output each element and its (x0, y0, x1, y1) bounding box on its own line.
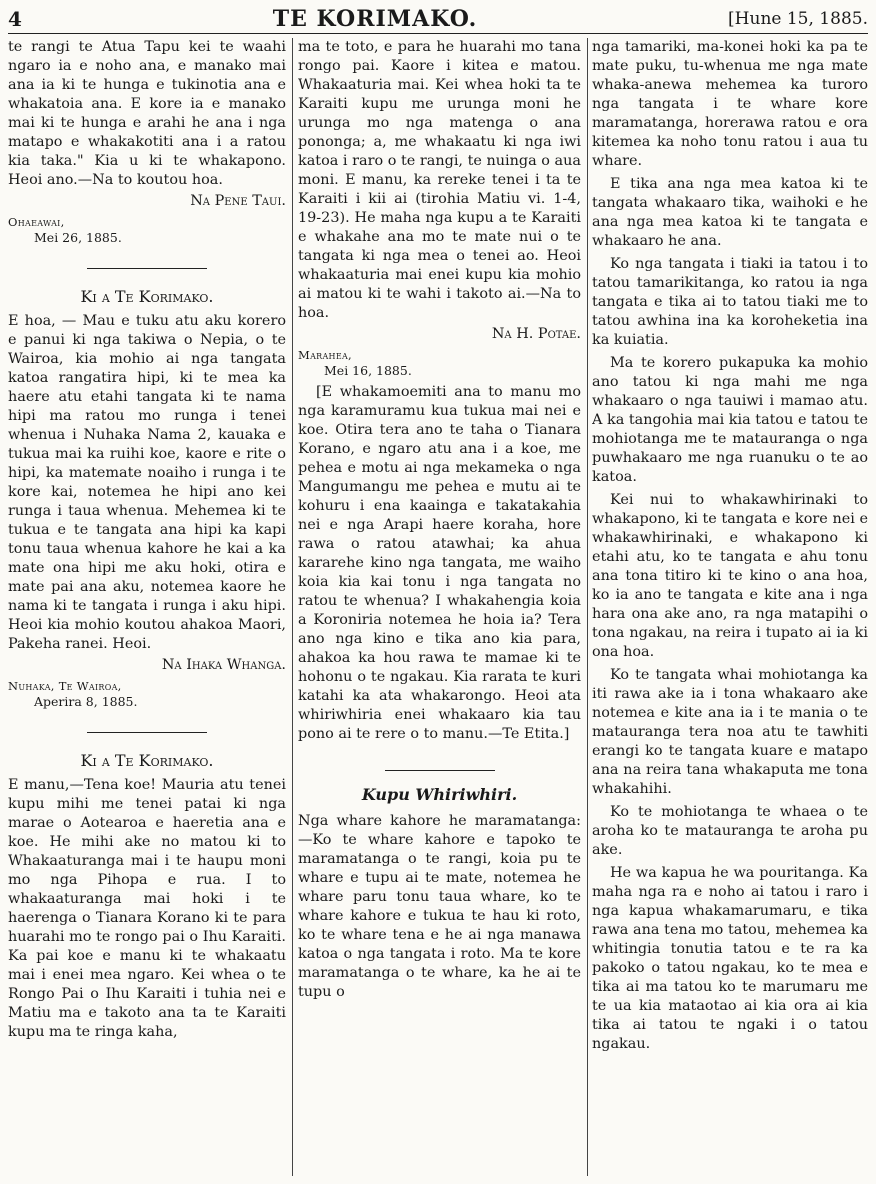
letter-place: Nuhaka, Te Wairoa, (8, 679, 122, 693)
column-2 (298, 38, 581, 1178)
section-divider (385, 770, 495, 771)
section-divider (87, 268, 207, 269)
page-number: 4 (8, 6, 22, 31)
paragraph: nga tamariki, ma-konei hoki ka pa te mate puku, tu-whenua me nga mate whaka-anewa mehemea ka turoro nga tangata i te whare kore maramatanga, horerawa ratou e ora kitemea ka noho tonu ratou i aua tu whare. (592, 39, 868, 169)
letter-heading: Ki a Te Korimako. (80, 287, 214, 306)
section-heading: Kupu Whiriwhiri. (361, 785, 518, 804)
paragraph: Kei nui to whakawhirinaki to whakapono, ki te tangata e kore nei e whakawhirinaki, e whakapono ki etahi atu, ko te tangata e ahu tonu ana tona titiro ki te kino o ana hoa, ko ia ano te tangata e kite ana i nga hara ona ake ano, ra nga matapihi o tona ngakau, na reira i tupato ai ia ki ona hoa. (592, 492, 868, 660)
letter-place: Marahea, (298, 348, 353, 362)
column-rule (292, 38, 293, 1176)
paragraph: E tika ana nga mea katoa ki te tangata whakaaro tika, waihoki e he ana nga mea katoa ki te tangata e whakaaro he ana. (592, 176, 868, 249)
paragraph: Ko te tangata whai mohiotanga ka iti rawa ake ia i tona whakaaro ake notemea e kite ana ia i te mania o te matauranga tera noa atu te tawhiti erangi ko te tangata kuare e matapo ana na reira tana whakaputa me tona whakahihi. (592, 667, 868, 797)
column-rule (587, 38, 588, 1176)
article-body: Nga whare kahore he maramatanga:—Ko te whare kahore e tapoko te maramatanga o te rangi, koia pu te whare e tupu ai te mate, notemea he whare paru tonu taua whare, ko te whare kahore e tukua te hau ki roto, ko te whare tena e he ai nga manawa katoa o nga tangata i roto. Ma te kore maramatanga o te whare, ka he ai te tupu o (298, 813, 581, 1000)
paragraph: Ko nga tangata i tiaki ia tatou i to tatou tamarikitanga, ko ratou ia nga tangata e tika ai to tatou tiaki me to tatou awhina ina ka koroheketia ina ka kuiatia. (592, 256, 868, 348)
page-header (8, 4, 868, 34)
paragraph: Ko te mohiotanga te whaea o te aroha ko te matauranga te aroha pu ake. (592, 804, 868, 858)
newspaper-title: TE KORIMAKO. (272, 5, 478, 32)
letter-body: E manu,—Tena koe! Mauria atu tenei kupu mihi me tenei patai ki nga marae o Aotearoa e haeretia ana e koe. He mihi ake no matou ki to Whakaaturanga mai i te haupu moni mo nga Pihopa e rua. I to whakaaturanga mai hoki i te haerenga o Tianara Korano ki te para huarahi mo te rongo pai o Ihu Karaiti. Ka pai koe e manu ki te whakaatu mai i enei mea ngaro. Kei whea o te Rongo Pai o Ihu Karaiti i tuhia nei e Matiu ma e takoto ana ta te Karaiti kupu ma te ringa kaha, (8, 777, 286, 1040)
letter-date: Aperira 8, 1885. (34, 694, 138, 709)
letter-continuation: ma te toto, e para he huarahi mo tana rongo pai. Kaore i kitea e matou. Whakaaturia mai. Kei whea hoki ta te Karaiti kupu me urunga moni he urunga mo nga matenga o ana pononga; a, me whakaatu ki nga iwi katoa i raro o te rangi, te nuinga o aua moni. E manu, ka rereke tenei i ta te Karaiti i kii ai (tirohia Matiu vi. 1-4, 19-23). He maha nga kupu a te Karaiti e whakahe ana mo te mate nui o te tangata ki nga mea o tenei ao. Heoi whakaaturia mai enei kupu kia mohio ai matou ki te wahi i takoto ai.—Na to hoa. (298, 39, 581, 321)
letter-place: Ohaeawai, (8, 215, 65, 229)
signature: Na H. Potae. (491, 326, 581, 342)
signature: Na Ihaka Whanga. (161, 657, 286, 673)
section-divider (87, 732, 207, 733)
editor-note: [E whakamoemiti ana to manu mo nga karamuramu kua tukua mai nei e koe. Otira tera ano te taha o Tianara Korano, e ngaro atu ana i a koe, me pehea e motu ai nga mekameka o nga Mangumangu me pehea e mutu ai te kohuru i ena kaainga e takatakahia nei e nga Arapi haere koraha, hore rawa o ratou atawhai; ka ahua kararehe kino nga tangata, me waiho koia kia kai tonu i nga tangata no ratou te whenua? I whakahengia koia a Koroniria notemea he hoia ia? Tera ano nga kino e tika ano kia para, ahakoa ka hou rawa te mamae ki te hohonu o te ngakau. Kia rarata te kuri katahi ka ata whakarongo. Heoi ata whiriwhiria enei whakaaro kia tau pono ai te rere o to manu.—Te Etita.] (298, 384, 581, 742)
letter-date: Mei 26, 1885. (34, 230, 122, 245)
column-1 (8, 38, 286, 1178)
signature: Na Pene Taui. (190, 193, 286, 209)
column-3 (592, 38, 868, 1178)
paragraph: Ma te korero pukapuka ka mohio ano tatou ki nga mahi me nga whakaaro o nga tauiwi i mamao atu. A ka tangohia mai kia tatou e tatou te mohiotanga me te matauranga o nga puwhakaaro me nga ruanuku o te ao katoa. (592, 355, 868, 485)
letter-body: E hoa, — Mau e tuku atu aku korero e panui ki nga takiwa o Nepia, o te Wairoa, kia mohio ai nga tangata katoa rangatira hipi, ki te mea ka haere atu etahi tangata ki te nama hipi ma ratou mo runga i tenei whenua i Nuhaka Nama 2, kauaka e tukua mai ka ruihi koe, kaore e rite o hipi, ka matemate noaiho i runga i te kore kai, notemea he hipi ano kei runga i taua whenua. Mehemea ki te tukua e te tangata ana hipi ka kapi tonu taua whenua kahore he kai a ka mate ona hipi me aku hoki, otira e mate pai ana aku, notemea kaore he nama ki te tangata i runga i aku hipi. Heoi kia mohio koutou ahakoa Maori, Pakeha ranei. Heoi. (8, 313, 286, 652)
issue-date: [Hune 15, 1885. (728, 8, 868, 29)
paragraph: He wa kapua he wa pouritanga. Ka maha nga ra e noho ai tatou i raro i nga kapua whakamarumaru, e tika rawa ana tena mo tatou, mehemea ka whitingia tonutia tatou e te ra ka pakoko o tatou ngakau, ko te mea e tika ai ma tatou ko te marumaru me te ua kia mataotao ai kia ora ai kia tika ai tatou te ngaki i o tatou ngakau. (592, 865, 868, 1052)
letter-continuation: te rangi te Atua Tapu kei te waahi ngaro ia e noho ana, e manako mai ana ia ki te hunga e tukinotia ana e whakatoia ana. E kore ia e manako mai ki te hunga e arahi he ana i nga matapo e whakakotiti ana i a ratou kia taka." Kia u ki te whakapono. Heoi ano.—Na to koutou hoa. (8, 39, 286, 188)
letter-heading: Ki a Te Korimako. (80, 751, 214, 770)
letter-date: Mei 16, 1885. (324, 363, 412, 378)
